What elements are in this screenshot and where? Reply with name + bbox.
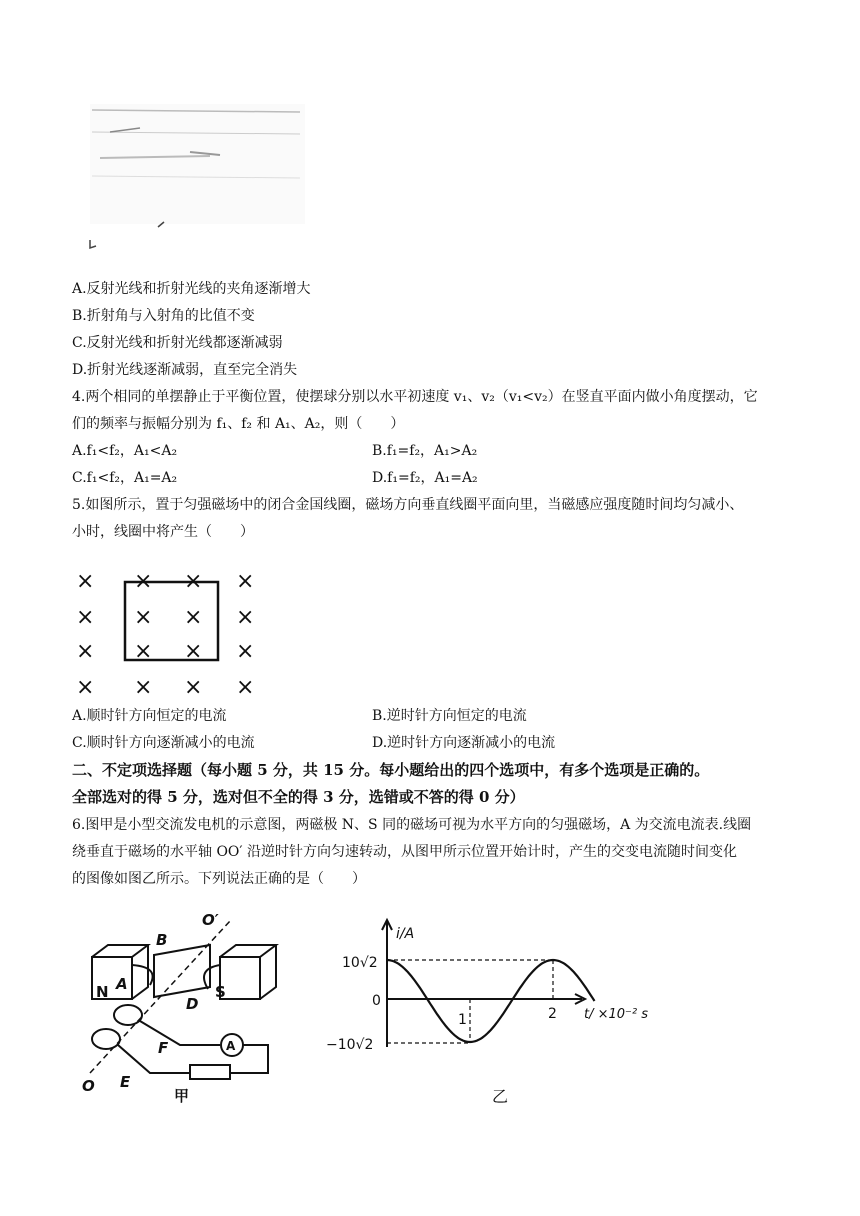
figure-caption: 乙 <box>492 1087 509 1106</box>
svg-text:O′: O′ <box>202 911 219 929</box>
q3-option-c: C.反射光线和折射光线都逐渐减弱 <box>72 335 283 351</box>
q3-option-a: A.反射光线和折射光线的夹角逐渐增大 <box>72 281 311 297</box>
q5-magnetic-field-figure <box>70 556 270 696</box>
section2-heading-line2: 全部选对的得 5 分，选对但不全的得 3 分，选错或不答的得 0 分） <box>72 788 525 806</box>
x-axis-label: t/ ×10⁻² s <box>584 1007 649 1022</box>
field-cross: × <box>236 569 255 594</box>
q6-stem-line2: 绕垂直于磁场的水平轴 OO′ 沿逆时针方向匀速转动，从图甲所示位置开始计时，产生的交变电流随时间变化 <box>72 844 738 860</box>
field-cross: × <box>184 675 203 696</box>
field-crosses <box>76 569 254 696</box>
field-cross: × <box>76 605 95 630</box>
field-cross: × <box>134 569 153 594</box>
field-cross: × <box>76 639 95 664</box>
field-cross: × <box>236 605 255 630</box>
svg-text:E: E <box>120 1073 131 1091</box>
y-tick-zero: 0 <box>372 993 381 1009</box>
q3-option-b: B.折射角与入射角的比值不变 <box>72 308 255 324</box>
current-sine-curve <box>387 960 595 1042</box>
q5-option-a: A.顺时针方向恒定的电流 <box>72 708 227 724</box>
svg-text:N: N <box>96 983 109 1001</box>
x-tick-1: 1 <box>458 1012 467 1028</box>
q6-current-graph <box>320 912 680 1112</box>
field-cross: × <box>76 569 95 594</box>
svg-text:A: A <box>226 1039 236 1053</box>
q5-option-d: D.逆时针方向逐渐减小的电流 <box>372 735 556 751</box>
q4-option-b: B.f₁=f₂，A₁>A₂ <box>372 443 478 459</box>
q5-option-c: C.顺时针方向逐渐减小的电流 <box>72 735 255 751</box>
field-cross: × <box>184 639 203 664</box>
svg-text:O: O <box>82 1077 95 1095</box>
field-cross: × <box>236 639 255 664</box>
q4-stem-line2: 们的频率与振幅分别为 f₁、f₂ 和 A₁、A₂，则（ ） <box>72 416 405 432</box>
q6-stem-line3: 的图像如图乙所示。下列说法正确的是（ ） <box>72 871 366 887</box>
q4-option-a: A.f₁<f₂，A₁<A₂ <box>72 443 178 459</box>
svg-text:D: D <box>186 995 199 1013</box>
q5-stem-line2: 小时，线圈中将产生（ ） <box>72 524 254 540</box>
section2-heading-line1: 二、不定项选择题（每小题 5 分，共 15 分。每小题给出的四个选项中，有多个选项是正确的。 <box>72 761 710 779</box>
svg-text:B: B <box>156 931 168 949</box>
q3-option-d: D.折射光线逐渐减弱，直至完全消失 <box>72 362 298 378</box>
q5-stem-line1: 5.如图所示，置于匀强磁场中的闭合金国线圈，磁场方向垂直线圈平面向里，当磁感应强度随时间均匀减小、 <box>72 497 744 513</box>
q4-option-d: D.f₁=f₂，A₁=A₂ <box>372 470 478 486</box>
q3-light-figure <box>80 100 320 260</box>
field-cross: × <box>184 569 203 594</box>
x-tick-2: 2 <box>548 1006 557 1022</box>
y-tick-bottom: −10√2 <box>326 1037 374 1053</box>
q6-stem-line1: 6.图甲是小型交流发电机的示意图，两磁极 N、S 同的磁场可视为水平方向的匀强磁场，A 为交流电流表.线圈 <box>72 817 752 833</box>
field-cross: × <box>236 675 255 696</box>
q4-stem-line1: 4.两个相同的单摆静止于平衡位置，使摆球分别以水平初速度 v₁、v₂（v₁<v₂）在竖直平面内做小角度摆动，它 <box>72 389 758 405</box>
field-cross: × <box>134 605 153 630</box>
field-cross: × <box>184 605 203 630</box>
svg-text:A: A <box>116 975 128 993</box>
svg-text:甲: 甲 <box>174 1087 190 1105</box>
q6-generator-figure <box>70 905 290 1105</box>
y-axis-label: i/A <box>396 926 415 942</box>
svg-text:F: F <box>158 1039 169 1057</box>
field-cross: × <box>76 675 95 696</box>
field-cross: × <box>134 639 153 664</box>
field-cross: × <box>134 675 153 696</box>
q5-option-b: B.逆时针方向恒定的电流 <box>372 708 527 724</box>
y-tick-top: 10√2 <box>342 955 378 971</box>
svg-text:S: S <box>215 983 226 1001</box>
q4-option-c: C.f₁<f₂，A₁=A₂ <box>72 470 178 486</box>
